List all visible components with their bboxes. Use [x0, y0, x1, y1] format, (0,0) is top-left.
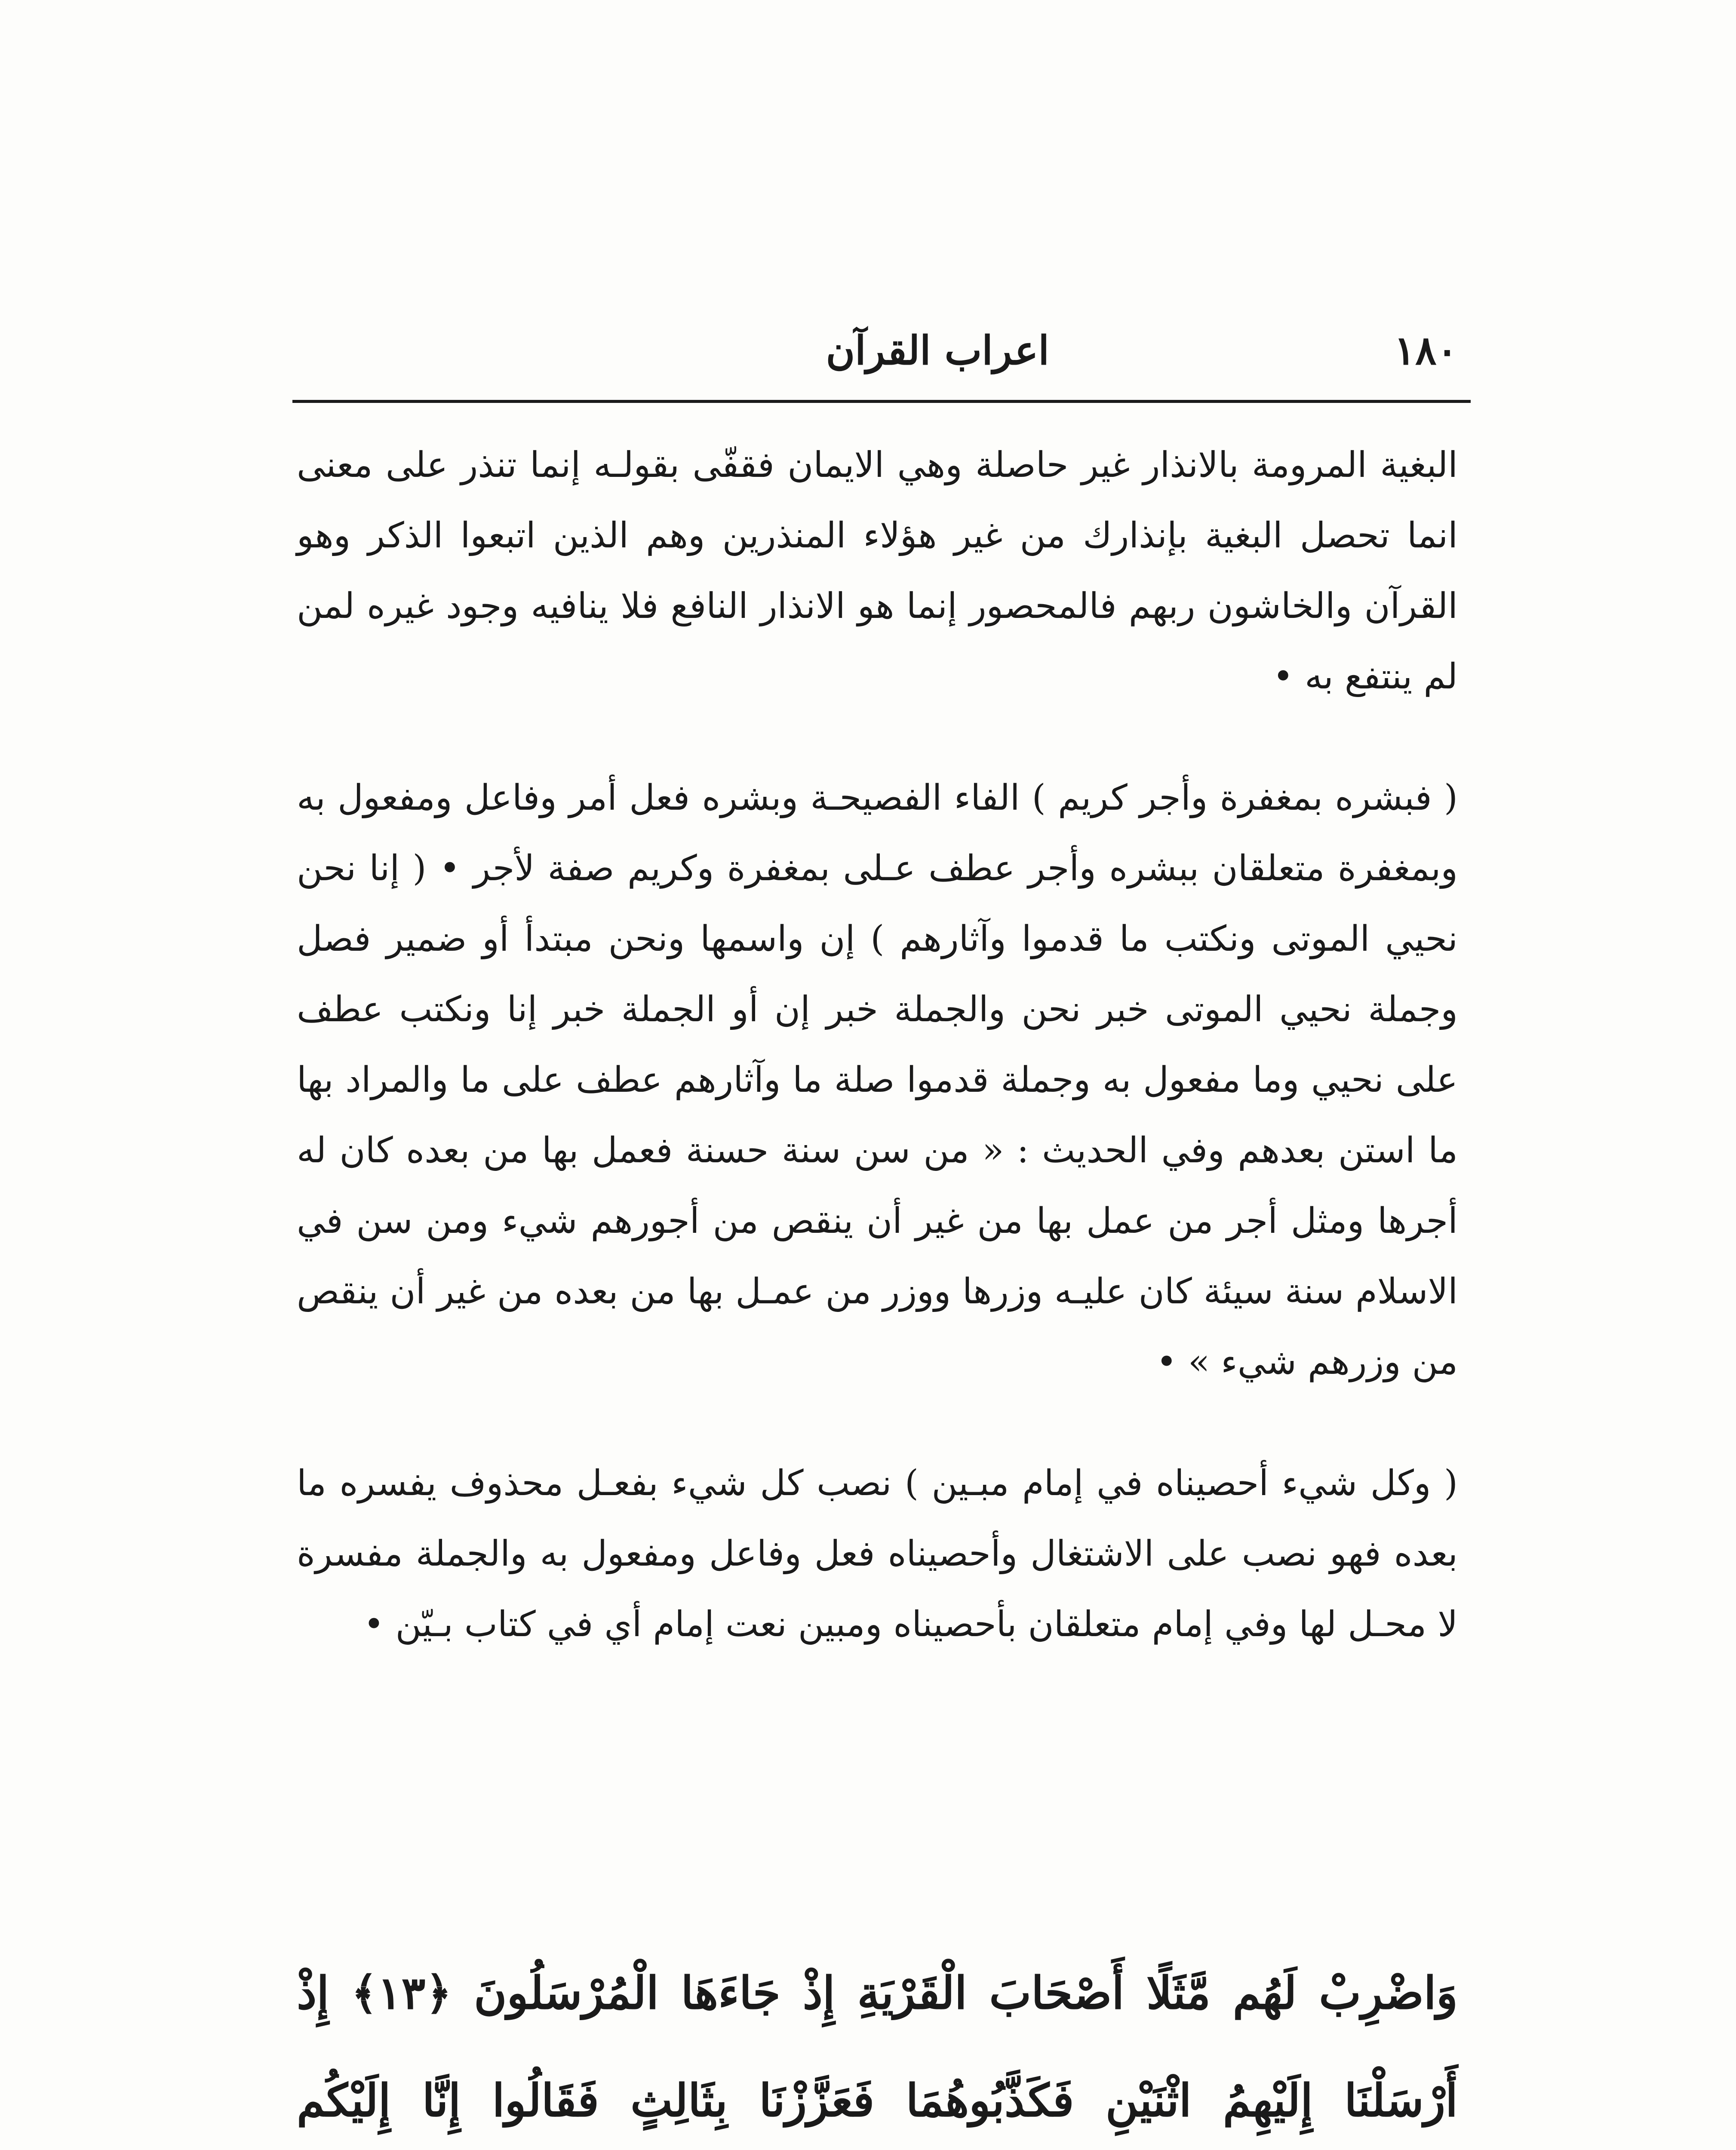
header-rule [292, 400, 1471, 403]
page-number: ١٨٠ [1394, 327, 1458, 374]
running-title: اعراب القرآن [826, 327, 1049, 374]
page-header [292, 318, 1471, 383]
commentary-body [297, 430, 1458, 1660]
paragraph-3: ( وكل شيء أحصيناه في إمام مبـين ) نصب كل شيء بفعـل محذوف يفسره ما بعده فهو نصب على الاشتغال وأحصيناه فعل وفاعل ومفعول به والجملة مفسرة لا محـل لها وفي إمام متعلقان بأحصيناه ومبين نعت إمام أي في كتاب بـيّن • [297, 1463, 1458, 1645]
quran-verse: وَاضْرِبْ لَهُم مَّثَلًا أَصْحَابَ الْقَرْيَةِ إِذْ جَاءَهَا الْمُرْسَلُونَ ﴿١٣﴾ إِذْ أَرْسَلْنَا إِلَيْهِمُ اثْنَيْنِ فَكَذَّبُوهُمَا فَعَزَّزْنَا بِثَالِثٍ فَقَالُوا إِنَّا إِلَيْكُم [297, 1966, 1458, 2127]
paragraph-1: البغية المرومة بالانذار غير حاصلة وهي الايمان فقفّى بقولـه إنما تنذر على معنى انما تحصل البغية بإنذارك من غير هؤلاء المنذرين وهم الذين اتبعوا الذكر وهو القرآن والخاشون ربهم فالمحصور إنما هو الانذار النافع فلا ينافيه وجود غيره لمن لم ينتفع به • [297, 445, 1458, 697]
paragraph-2: ( فبشره بمغفرة وأجر كريم ) الفاء الفصيحـة وبشره فعل أمر وفاعل ومفعول به وبمغفرة متعلقان ببشره وأجر عطف عـلى بمغفرة وكريم صفة لأجر • ( إنا نحن نحيي الموتى ونكتب ما قدموا وآثارهم ) إن واسمها ونحن مبتدأ أو ضمير فصل وجملة نحيي الموتى خبر نحن والجملة خبر إن أو الجملة خبر إنا ونكتب عطف على نحيي وما مفعول به وجملة قدموا صلة ما وآثارهم عطف على ما والمراد بها ما استن بعدهم وفي الحديث : « من سن سنة حسنة فعمل بها من بعده كان له أجرها ومثل أجر من عمل بها من غير أن ينقص من أجورهم شيء ومن سن في الاسلام سنة سيئة كان عليـه وزرها ووزر من عمـل بها من بعده من غير أن ينقص من وزرهم شيء » • [297, 777, 1458, 1382]
